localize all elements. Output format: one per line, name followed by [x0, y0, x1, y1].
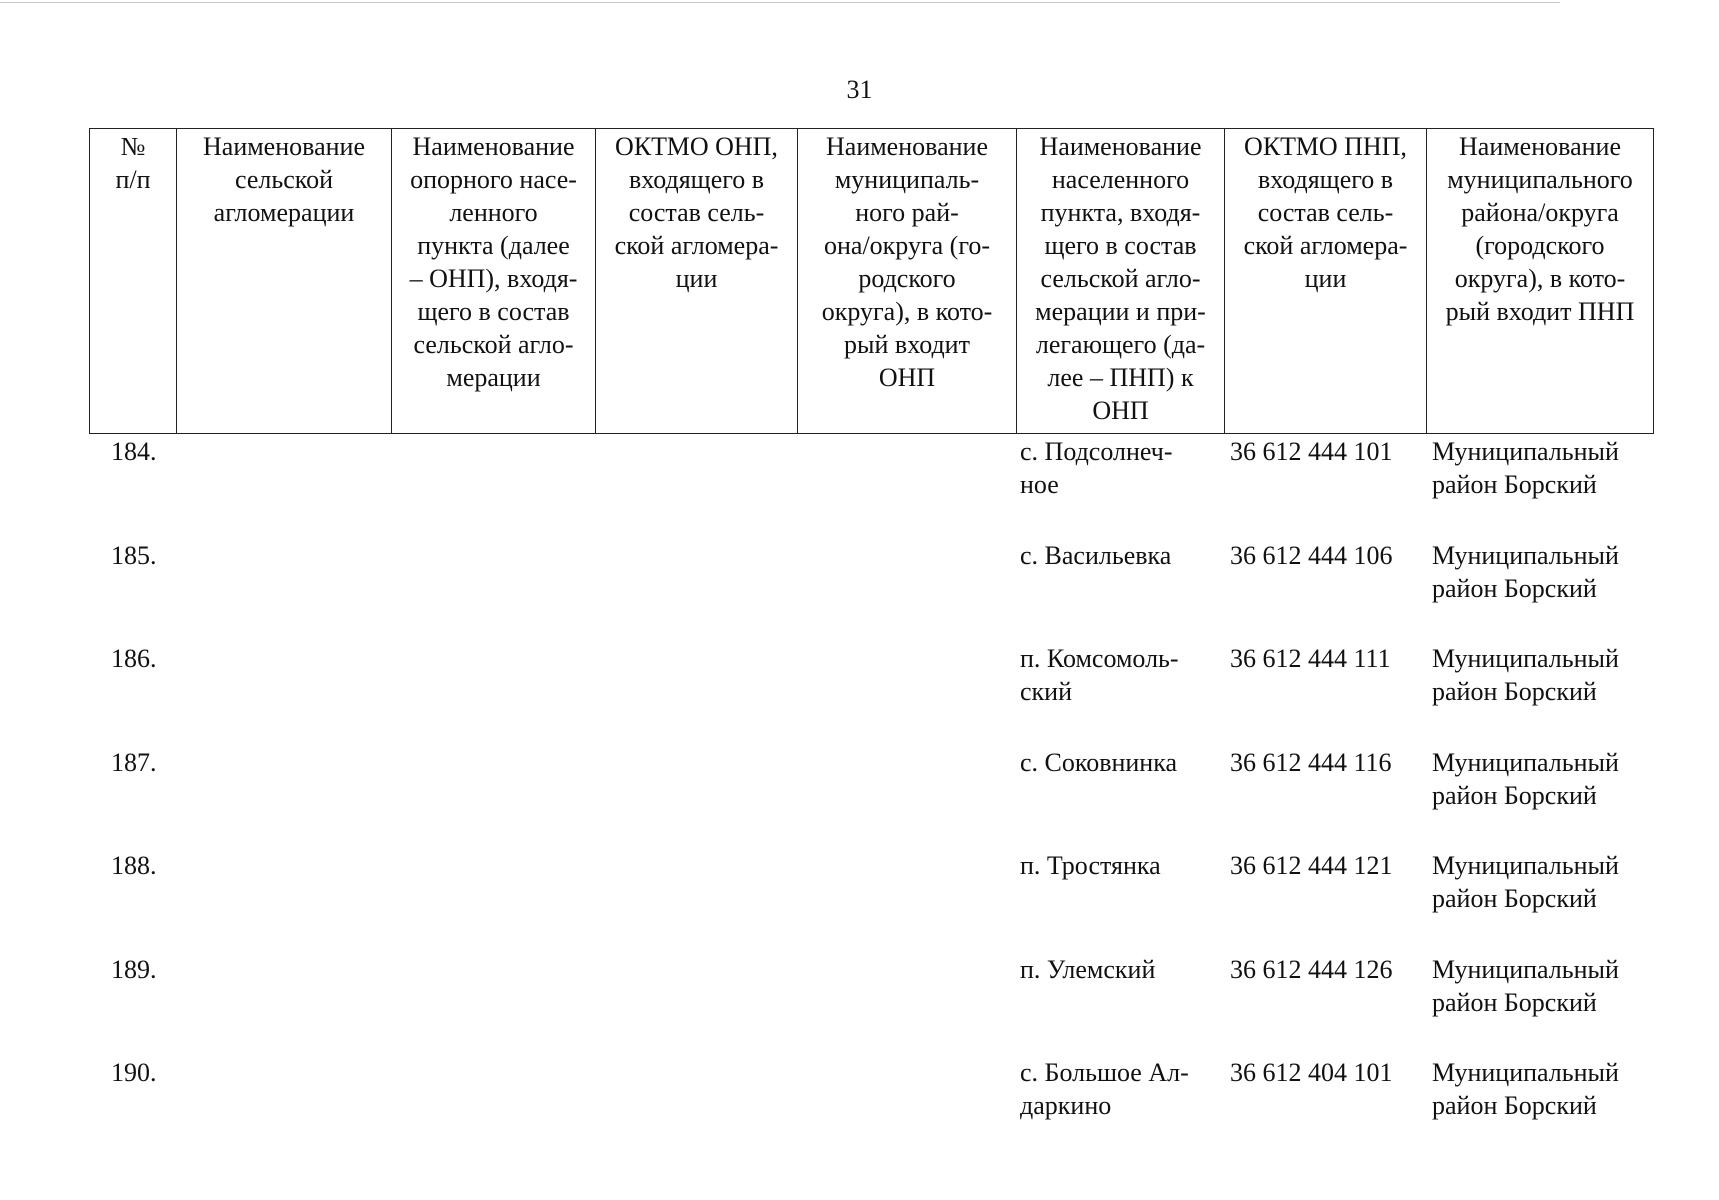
table-row — [89, 849, 1653, 953]
header-pnp-name: Наименование населенного пункта, входя- щего в состав сельской агло- мерации и при- легающего (да- лее – ПНП) к ОНП — [1017, 129, 1225, 434]
row-settlement: с. Васильевка — [1020, 540, 1172, 570]
header-number: № п/п — [90, 129, 177, 434]
row-number: 188. — [111, 851, 157, 880]
table-row — [89, 746, 1653, 850]
row-number: 185. — [111, 540, 157, 570]
table-header — [89, 128, 1654, 434]
row-settlement: п. Тростянка — [1020, 851, 1161, 880]
scan-edge-line — [0, 2, 1560, 3]
page-number: 31 — [846, 75, 873, 104]
header-agglomeration-name: Наименование сельской агломерации — [177, 129, 392, 434]
table-row — [89, 642, 1653, 746]
row-district: Муниципальный район Борский — [1432, 1058, 1619, 1120]
row-number: 189. — [111, 954, 157, 984]
table-row — [89, 539, 1653, 643]
table-body — [89, 435, 1653, 1160]
row-number: 190. — [111, 1058, 157, 1087]
row-district: Муниципальный район Борский — [1432, 851, 1619, 913]
row-oktmo: 36 612 404 101 — [1230, 1058, 1393, 1087]
row-oktmo: 36 612 444 101 — [1230, 437, 1393, 466]
row-oktmo: 36 612 444 121 — [1230, 851, 1393, 880]
row-number: 186. — [111, 644, 157, 673]
header-onp-oktmo: ОКТМО ОНП, входящего в состав сель- ской агломера- ции — [596, 129, 798, 434]
row-settlement: п. Улемский — [1020, 954, 1156, 984]
row-district: Муниципальный район Борский — [1432, 437, 1619, 499]
row-oktmo: 36 612 444 126 — [1230, 954, 1393, 984]
row-district: Муниципальный район Борский — [1432, 747, 1619, 810]
row-settlement: с. Подсолнеч- ное — [1020, 437, 1173, 499]
header-onp-name: Наименование опорного насе- ленного пункта (далее – ОНП), входя- щего в состав сельской агло- мерации — [392, 129, 596, 434]
row-number: 184. — [111, 437, 157, 466]
row-number: 187. — [111, 747, 157, 777]
row-district: Муниципальный район Борский — [1432, 540, 1619, 603]
header-pnp-district: Наименование муниципального района/округа (городского округа), в кото- рый входит ПНП — [1427, 129, 1654, 434]
row-district: Муниципальный район Борский — [1432, 644, 1619, 706]
header-onp-district: Наименование муниципаль- ного рай- она/округа (го- родского округа), в кото- рый входит ОНП — [798, 129, 1017, 434]
row-oktmo: 36 612 444 106 — [1230, 540, 1393, 570]
row-settlement: с. Соковнинка — [1020, 747, 1177, 777]
row-oktmo: 36 612 444 111 — [1230, 644, 1391, 673]
row-settlement: п. Комсомоль- ский — [1020, 644, 1179, 706]
row-settlement: с. Большое Ал- даркино — [1020, 1058, 1189, 1120]
table-row — [89, 953, 1653, 1057]
table-row — [89, 1056, 1653, 1160]
table-row — [89, 435, 1653, 539]
header-pnp-oktmo: ОКТМО ПНП, входящего в состав сель- ской агломера- ции — [1225, 129, 1427, 434]
row-oktmo: 36 612 444 116 — [1230, 747, 1392, 777]
row-district: Муниципальный район Борский — [1432, 954, 1619, 1017]
